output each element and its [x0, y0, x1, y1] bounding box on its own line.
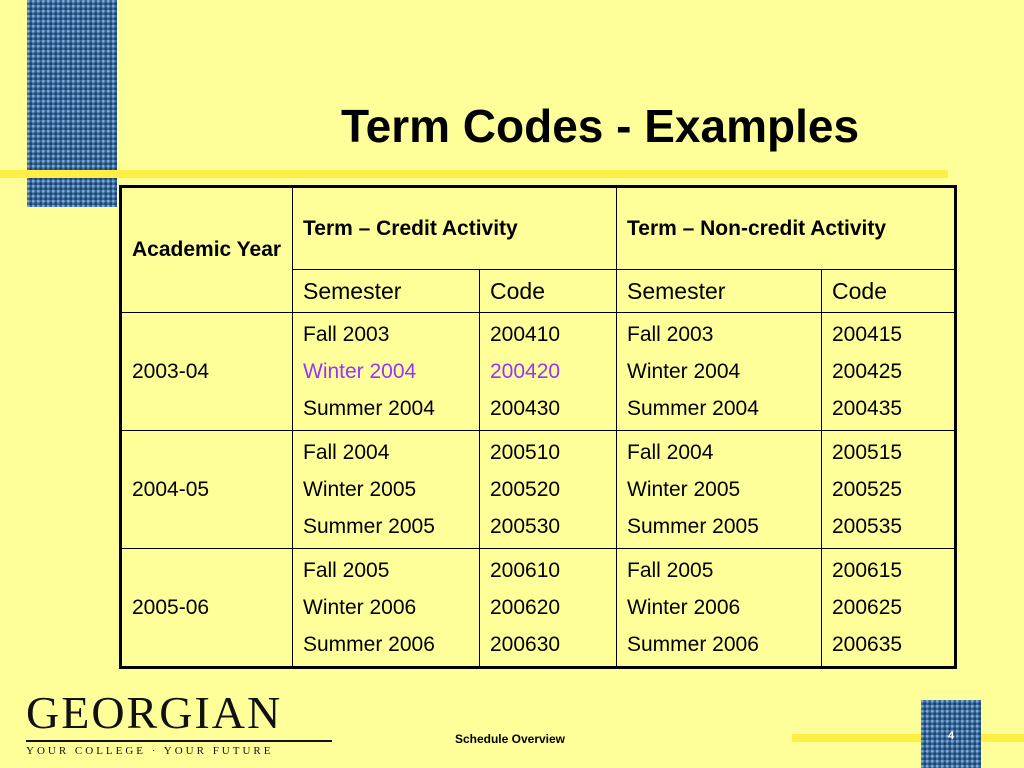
code-summer: 200535 — [832, 515, 903, 538]
semester-winter: Winter 2006 — [303, 596, 417, 619]
academic-year-cell: 2005-06 — [121, 549, 293, 668]
semester-summer: Summer 2006 — [303, 633, 435, 656]
code-summer: 200630 — [490, 633, 561, 656]
code-winter: 200620 — [490, 596, 561, 619]
semester-fall: Fall 2004 — [303, 441, 390, 464]
credit-semester-header: Semester — [293, 270, 480, 313]
code-summer: 200635 — [832, 633, 903, 656]
page-number: 4 — [947, 730, 955, 742]
credit-semester-cell — [293, 431, 480, 549]
code-fall: 200615 — [832, 559, 903, 582]
code-fall: 200410 — [490, 323, 561, 346]
term-codes-table — [119, 185, 957, 669]
noncredit-code-cell — [822, 549, 956, 668]
code-fall: 200510 — [490, 441, 561, 464]
table-header-row — [121, 187, 956, 270]
credit-semester-cell — [293, 313, 480, 431]
semester-fall: Fall 2005 — [303, 559, 390, 582]
academic-year-cell: 2004-05 — [121, 431, 293, 549]
code-winter: 200425 — [832, 360, 903, 383]
decorative-bar-bottom — [792, 734, 1024, 742]
code-winter: 200625 — [832, 596, 903, 619]
code-summer: 200430 — [490, 397, 561, 420]
credit-code-cell — [480, 431, 617, 549]
academic-year-cell: 2003-04 — [121, 313, 293, 431]
logo-tagline: YOUR COLLEGE · YOUR FUTURE — [26, 740, 332, 757]
noncredit-activity-header: Term – Non-credit Activity — [617, 187, 956, 270]
noncredit-semester-cell — [617, 431, 822, 549]
semester-summer: Summer 2005 — [303, 515, 435, 538]
code-summer: 200435 — [832, 397, 903, 420]
code-fall: 200610 — [490, 559, 561, 582]
semester-winter: Winter 2005 — [303, 478, 417, 501]
noncredit-semester-header: Semester — [617, 270, 822, 313]
semester-summer: Summer 2004 — [303, 397, 435, 420]
semester-summer: Summer 2005 — [627, 515, 759, 538]
code-winter: 200525 — [832, 478, 903, 501]
semester-fall: Fall 2003 — [303, 323, 390, 346]
code-summer: 200530 — [490, 515, 561, 538]
semester-fall: Fall 2004 — [627, 441, 714, 464]
noncredit-semester-cell — [617, 549, 822, 668]
credit-semester-cell — [293, 549, 480, 668]
code-fall: 200515 — [832, 441, 903, 464]
table-row — [121, 431, 956, 549]
noncredit-code-cell — [822, 431, 956, 549]
table-row — [121, 313, 956, 431]
logo-wordmark: GEORGIAN — [26, 687, 283, 738]
noncredit-semester-cell — [617, 313, 822, 431]
academic-year-header: Academic Year — [121, 187, 293, 313]
footer-title: Schedule Overview — [454, 732, 566, 746]
noncredit-code-cell — [822, 313, 956, 431]
semester-fall: Fall 2003 — [627, 323, 714, 346]
table-row — [121, 549, 956, 668]
credit-code-cell — [480, 549, 617, 668]
page-number-tile — [921, 700, 981, 768]
georgian-logo — [26, 687, 332, 758]
semester-summer: Summer 2004 — [627, 397, 759, 420]
semester-winter: Winter 2005 — [627, 478, 741, 501]
code-fall: 200415 — [832, 323, 903, 346]
semester-winter: Winter 2004 — [627, 360, 741, 383]
credit-code-cell — [480, 313, 617, 431]
semester-fall: Fall 2005 — [627, 559, 714, 582]
credit-code-header: Code — [480, 270, 617, 313]
semester-winter: Winter 2004 — [303, 360, 417, 383]
slide-title: Term Codes - Examples — [340, 100, 860, 152]
semester-summer: Summer 2006 — [627, 633, 759, 656]
semester-winter: Winter 2006 — [627, 596, 741, 619]
credit-activity-header: Term – Credit Activity — [293, 187, 617, 270]
noncredit-code-header: Code — [822, 270, 956, 313]
code-winter: 200520 — [490, 478, 561, 501]
code-winter: 200420 — [490, 360, 561, 383]
decorative-bar-top — [0, 170, 948, 178]
